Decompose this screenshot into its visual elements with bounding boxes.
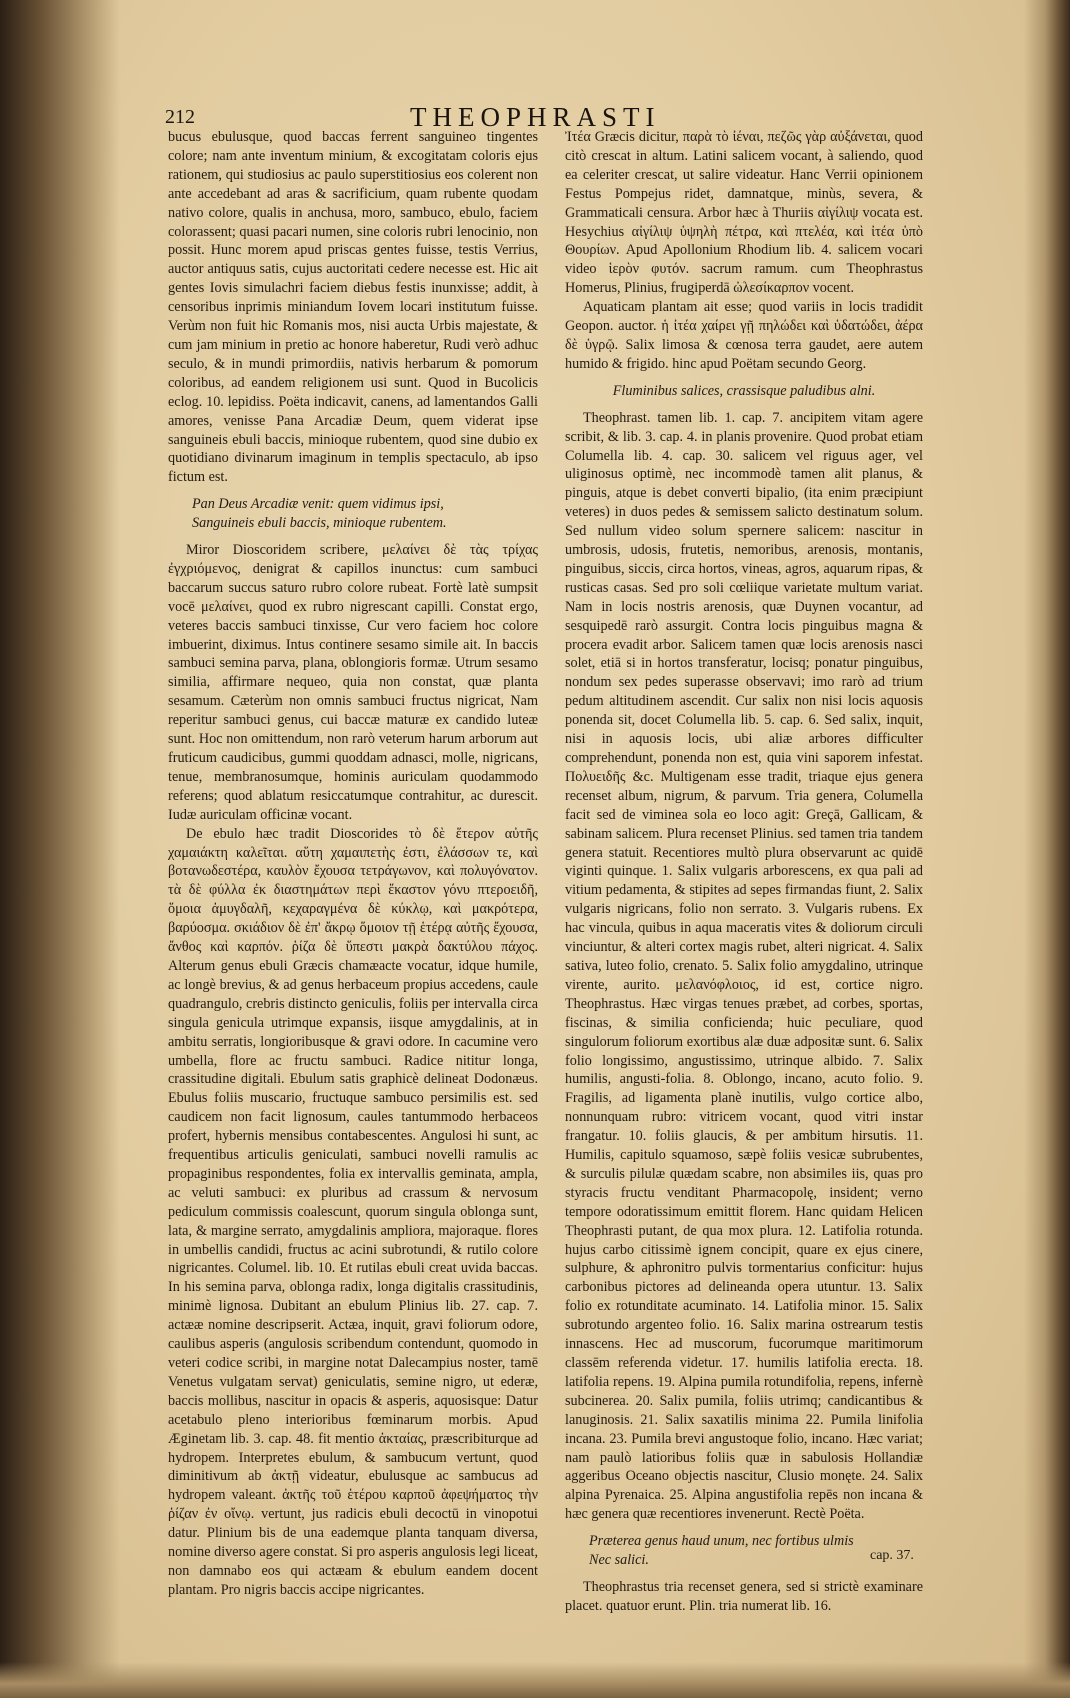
catchword: cap. 37. — [870, 1548, 914, 1563]
verse-quotation — [168, 495, 538, 533]
verse-quotation — [565, 382, 923, 401]
paragraph: bucus ebulusque, quod baccas ferrent sanguineo tingentes colore; nam ante inventum minium, & excogitatam coloris ejus rationem, qui studiosius ac paulo superstitiosius eos colerent non ante accedebant ad aras & sacrificium, quam rubente quodam nativo colore, qualis in anchusa, moro, sambuco, ebulo, faciem colorassent; quasi pacari numen, sine coloris rubri lenocinio, non possit. Hunc morem apud priscas gentes fuisse, testis Verrius, auctor antiquus satis, cujus auctoritati cedere necesse est. Hic ait gentes Iovis simulachri faciem diebus festis inunxisse; addit, à censoribus inprimis miniandum Iovem locari institutum fuisse. Verùm non fuit hic Romanis mos, nisi aucta Urbis majestate, & cum jam minium in pretio ac honore haberetur, Rudi verò adhuc seculo, & in mundi primordiis, nativis herbarum & pomorum coloribus, ad eandem religionem usi sunt. Quod in Bucolicis eclog. 10. lepidiss. Poëta indicavit, canens, ad lamentandos Galli amores, venisse Pana Arcadiæ Deum, quem viderat ipse sanguineis ebuli baccis, minioque rubentem, quod sine dubio ex quotidiano divinarum imaginum in templis spectaculo, ab ipso fictum est. — [168, 129, 538, 486]
verse-line: Præterea genus haud unum, nec fortibus ulmis — [589, 1533, 854, 1550]
paragraph: Miror Dioscoridem scribere, μελαίνει δὲ τὰς τρίχας ἐγχριόμενος, denigrat & capillos inunctus: cum sambuci baccarum succus saturo rubro colore rubeat. Fortè latè sumpsit vocē μελαίνει, quod ex rubro nigrescant capilli. Constat ergo, veteres baccis sambuci tinxisse, Cur vero faciem hoc colore imbuerint, diximus. Intus continere sesamo simile ait. In baccis sambuci semina parva, plana, oblongioris formæ. Utrum sesamo similia, affirmare nequeo, quia non constat, quæ planta sesamum. Cæterùm non omnis sambuci fructus nigricat, Nam reperitur sambuci genus, cui baccæ maturæ ex candido luteæ sunt. Hoc non omittendum, non rarò veterum harum arborum aut fruticum caudicibus, gummi quoddam adnasci, molle, nigricans, tenue, membranosumque, hominis auriculam quodammodo referens; quod ablatum resiccatumque contrahitur, ac durescit. Iudæ auriculam officinæ vocant. — [168, 542, 538, 823]
right-text-column — [565, 128, 923, 1616]
running-head: THEOPHRASTI — [410, 102, 661, 132]
verse-line: Sanguineis ebuli baccis, minioque rubentem. — [192, 515, 447, 532]
page-edge-shadow — [1024, 0, 1070, 1698]
paragraph: De ebulo hæc tradit Dioscorides τὸ δὲ ἕτερον αὐτῆς χαμαιάκτη καλεῖται. αὕτη χαμαιπετὴς ἐστι, ἐλάσσων τε, καὶ βοτανωδεστέρα, καυλὸν ἔχουσα τετράγωνον, καὶ πολυγόνατον. τὰ δὲ φύλλα ἐκ διαστημάτων περὶ ἕκαστον γόνυ πτεροειδῆ, ὅμοια ἀμυγδαλῆ, κεχαραγμένα δὲ κύκλῳ, καὶ μακρότερα, βαρύοσμα. σκιάδιον δὲ ἐπ' ἄκρῳ ὅμοιον τῇ ἑτέρᾳ αὐτῆς ἔχουσα, ἄνθος καὶ καρπόν. ῥίζα δὲ ὕπεστι μακρὰ δακτύλου πάχος. Alterum genus ebuli Græcis chamæacte vocatur, idque humile, ac longè brevius, & ad genus herbaceum propius accedens, caule quadrangulo, crebris distincto geniculis, foliis per intervalla circa singula genicula utrimque expansis, iisque amygdalinis, at in ambitu serratis, longioribusque & gravi odore. In cacumine vero umbella, flore ac fructu sambuci. Radice nititur longa, crassitudine digitali. Ebulum satis graphicè delineat Dodonæus. Ebulus foliis muscario, fructuque sambuco persimilis est. sed caudicem non facit lignosum, caules tantummodo herbaceos profert, hybernis mensibus contabescentes. Angulosi hi sunt, ac frequentibus articulis geniculati, sambuci novelli ramulis ac propaginibus respondentes, folia ex intervallis geminata, ampla, ac veluti sambuci: ex pluribus ad crassum & nervosum pediculum commissis coalescunt, quorum singula oblonga sunt, lata, & margine serrato, amygdalinis ampliora, majoraque. flores in umbellis candidi, fructus ac acini subrotundi, & rutilo colore nigricantes. Columel. lib. 10. Et rutilas ebuli creat uvida baccas. In his semina parva, oblonga radix, longa digitalis crassitudinis, minimè lignosa. Dubitant an ebulum Plinius lib. 27. cap. 7. actææ nomine descripserit. Actæa, inquit, gravi foliorum odore, caulibus asperis (angulosis scribendum contendunt, quomodo in veteri codice scribi, in margine notat Dalecampius noster, tamē Venetus vulgatam servat) geniculatis, semine nigro, ut ederæ, baccis mollibus, nascitur in opacis & asperis, aquosisque: Datur acetabulo pleno interioribus fœminarum morbis. Apud Æginetam lib. 3. cap. 48. fit mentio ἀκταίας, præscribiturque ad hydropem. Interpretes ebulum, & sambucum vertunt, quod diminitivum ab ἀκτῇ videatur, ebulusque ac sambucus ad hydropem valeant. ἀκτῆς τοῦ ἑτέρου καρποῦ ἀφεψήματος τὴν ῥίζαν ἐν οἴνῳ. vertunt, jus radicis ebuli decoctū in vinopotui datur. Plinium bis de una eademque planta tanquam diversa, nomine diverso agere constat. Si pro asperis angulosis legi liceat, non damnabo eos qui actæam & ebulum eandem docent plantam. Pro nigris baccis accipe nigricantes. — [168, 825, 538, 1598]
page-bottom-shadow — [0, 1662, 1070, 1698]
paragraph: Aquaticam plantam ait esse; quod variis in locis tradidit Geopon. auctor. ἡ ἰτέα χαίρει γῇ πηλώδει καὶ ὑδατώδει, ἀέρα δὲ ὑγρῷ. Salix limosa & cœnosa terra gaudet, aere autem humido & frigido. hinc apud Poëtam secundo Georg. — [565, 299, 923, 372]
verse-line: Fluminibus salices, crassisque paludibus alni. — [612, 382, 876, 399]
left-text-column — [168, 128, 538, 1600]
verse-line: Pan Deus Arcadiæ venit: quem vidimus ipsi, — [192, 496, 444, 513]
binding-gutter-shadow — [0, 0, 120, 1698]
paragraph: Ἰτέα Græcis dicitur, παρὰ τὸ ἰέναι, πεζῶς γὰρ αὐξάνεται, quod citò crescat in altum. Latini salicem vocant, à saliendo, quod ea celeriter crescat, ut salire videatur. Hanc Verrii opinionem Festus Pompejus ridet, damnatque, minùs, severa, & Grammaticali censura. Arbor hæc à Thuriis αἰγίλιψ vocata est. Hesychius αἰγίλιψ ὑψηλὴ πέτρα, καὶ πτελέα, καὶ ἰτέα ὑπὸ Θουρίων. Apud Apollonium Rhodium lib. 4. salicem vocari video ἱερὸν φυτόν. sacrum ramum. cum Theophrastus Homerus, Plinius, frugiperdā ὠλεσίκαρπον vocent. — [565, 129, 923, 297]
paragraph: Theophrast. tamen lib. 1. cap. 7. ancipitem vitam agere scribit, & lib. 3. cap. 4. in planis provenire. Quod probat etiam Columella lib. 4. cap. 30. salicem vel riguus ager, vel uliginosus optimè, nec incommodè tamen alit planus, & pinguis, atque is debet converti bipalio, (ita enim præcipiunt veteres) in duos pedes & semissem salicto destinatum solum. Sed nullum video solum spernere salicem: nascitur in umbrosis, udosis, frutetis, nemoribus, arenosis, montanis, pinguibus, siccis, circa hortos, vineas, agros, aquarum ripas, & rusticas casas. Sed pro soli cœliique varietate multum variat. Nam in locis nostris arenosis, quæ Duynen vocantur, ad sesquipedē rarò assurgit. Contra locis pinguibus magna & procera evadit arbor. Salicem tamen quæ locis arenosis nasci solet, etiā si in hortos transferatur, locisq; ponatur pinguibus, nondum sex pedes superasse observavi; imo rarò ad trium pedum altitudinem ascendit. Cur salix non nisi locis aquosis ponenda sit, docet Columella lib. 5. cap. 6. Sed salix, inquit, nisi in aquosis locis, ubi aliæ arbores difficulter comprehendunt, ponenda non est, quia vini saporem infestat. Πολυειδῆς &c. Multigenam esse tradit, triaque ejus genera recenset album, nigrum, & parvum. Tria genera, Columella facit sed de viminea sola eo loco agit: Greçā, Gallicam, & sabinam salicem. Plura recenset Plinius. sed tamen tria tandem genera statuit. Recentiores multò plura observarunt ac quidē viginti quinque. 1. Salix vulgaris arborescens, ex qua pali ad vitium pedamenta, & stipites ad sepes firmandas fiunt, 2. Salix vulgaris nigricans, folio non serrato. 3. Vulgaris rubens. Ex hac vincula, quibus in aqua maceratis vites & doliorum circuli vinciuntur, & alteri cortex magis rubet, alteri nigricat. 4. Salix sativa, luteo folio, crenato. 5. Salix folio amygdalino, utrinque virente, aurito. μελανόφλοιος, id est, cortice nigro. Theophrastus. Hæc virgas tenues præbet, ad corbes, sportas, fiscinas, & similia conficienda; huic peculiare, quod singulorum foliorum exortibus alæ duæ adpositæ sunt. 6. Salix folio longissimo, angustissimo, utrinque albido. 7. Salix humilis, angusti-folia. 8. Oblongo, incano, acuto folio. 9. Fragilis, ad ligamenta planè inutilis, vulgo cortice albo, nonnunquam rubro: vitricem vocant, quod vitri instar frangatur. 10. foliis glaucis, & per ambitum hirsutis. 11. Humilis, capitulo squamoso, sæpè foliis vesicæ subrubentes, & surculis pilulæ quædam scabre, non absimiles iis, quas pro styracis fructu venditant Pharmacopolę, insident; verno tempore odoratissimum emittit florem. Hanc quidam Helicen Theophrasti putant, de qua mox plura. 12. Latifolia rotunda. hujus carbo citissimè ignem concipit, quare ex ejus cinere, sulphure, & aphronitro pulvis tormentarius conficitur: hujus carbonibus pictores ad delineanda opera utuntur. 13. Salix folio ex rotunditate acuminato. 14. Latifolia minor. 15. Salix subrotundo argenteo folio. 16. Salix marina ostrearum testis innascens. Hec ad muscorum, fucorumque maritimorum classēm referenda videtur. 17. humilis latifolia erecta. 18. latifolia repens. 19. Alpina pumila rotundifolia, repens, infernè subcinerea. 20. Salix pumila, foliis utrimq; candicantibus & lanuginosis. 21. Salix saxatilis minima 22. Pumila linifolia incana. 23. Pumila brevi angustoque folio, incano. Hæc variat; nam paulò latioribus foliis quæ in sabulosis Hollandiæ aggeribus Oceano objectis nascitur, Clusio monęte. 24. Salix alpina Pyrenaica. 25. Alpina angustifolia repēs non incana & hæc genera quæ recentiores invenerunt. Rectè Poëta. — [565, 409, 923, 1523]
page-number: 212 — [165, 106, 195, 128]
paragraph: Theophrastus tria recenset genera, sed si strictè examinare placet. quatuor erunt. Plin. tria numerat lib. 16. — [565, 1578, 923, 1614]
verse-line: Nec salici. — [589, 1552, 649, 1569]
